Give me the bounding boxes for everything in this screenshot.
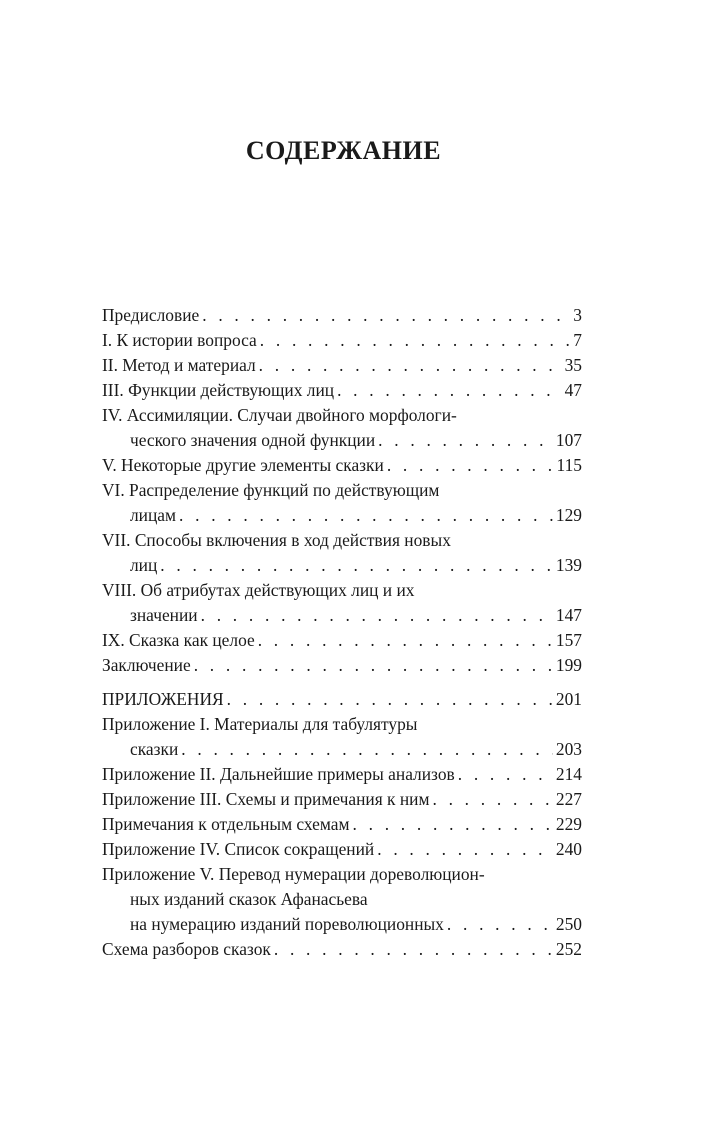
toc-entry-page: 7: [573, 330, 582, 350]
dot-leader: [447, 912, 553, 937]
toc-entry-title: ПРИЛОЖЕНИЯ: [102, 689, 224, 709]
toc-entry-page: 214: [555, 764, 582, 784]
page-title: СОДЕРЖАНИЕ: [245, 136, 442, 165]
dot-leader: [378, 428, 553, 453]
dot-leader: [201, 603, 553, 628]
dot-leader: [458, 762, 553, 787]
toc-entry-title: VII. Способы включения в ход действия новых: [102, 530, 451, 550]
toc-entry-title: Примечания к отдельным схемам: [102, 814, 350, 834]
toc-entry[interactable]: [102, 353, 582, 378]
toc-entry-line[interactable]: [102, 862, 582, 887]
toc-entry-page: 252: [555, 939, 582, 959]
toc-entry-continuation[interactable]: [102, 603, 582, 628]
toc-entry-title: Схема разборов сказок: [102, 939, 271, 959]
toc-entry-title: VI. Распределение функций по действующим: [102, 480, 440, 500]
toc-entry-line[interactable]: [102, 712, 582, 737]
toc-entry[interactable]: [102, 762, 582, 787]
toc-entry-title: ных изданий сказок Афанасьева: [130, 889, 368, 909]
dot-leader: [353, 812, 553, 837]
toc-entry-title: сказки: [130, 739, 179, 759]
dot-leader: [432, 787, 552, 812]
toc-entry[interactable]: [102, 303, 582, 328]
dot-leader: [181, 737, 553, 762]
toc-entry-title: I. К истории вопроса: [102, 330, 257, 350]
toc-entry-page: 227: [555, 789, 582, 809]
toc-entry-page: 201: [555, 689, 582, 709]
table-of-contents: [102, 303, 582, 962]
dot-leader: [227, 687, 553, 712]
dot-leader: [202, 303, 570, 328]
toc-entry-page: 129: [555, 505, 582, 525]
toc-entry-line[interactable]: [102, 403, 582, 428]
toc-entry-continuation[interactable]: [102, 737, 582, 762]
dot-leader: [179, 503, 553, 528]
dot-leader: [337, 378, 562, 403]
dot-leader: [274, 937, 553, 962]
toc-entry[interactable]: [102, 628, 582, 653]
toc-entry-title: VIII. Об атрибутах действующих лиц и их: [102, 580, 415, 600]
toc-entry-page: 199: [555, 655, 582, 675]
toc-entry-title: IX. Сказка как целое: [102, 630, 255, 650]
toc-entry[interactable]: [102, 328, 582, 353]
toc-entry-page: 107: [555, 430, 582, 450]
dot-leader: [258, 628, 553, 653]
toc-entry-continuation[interactable]: [102, 912, 582, 937]
toc-entry-title: ческого значения одной функции: [130, 430, 376, 450]
toc-entry-title: III. Функции действующих лиц: [102, 380, 335, 400]
toc-entry-line[interactable]: [102, 478, 582, 503]
toc-entry-title: значении: [130, 605, 198, 625]
toc-entry-continuation[interactable]: [102, 503, 582, 528]
toc-entry-page: 139: [555, 555, 582, 575]
toc-entry[interactable]: [102, 453, 582, 478]
toc-entry-page: 250: [555, 914, 582, 934]
toc-entry-page: 147: [555, 605, 582, 625]
toc-entry-page: 240: [555, 839, 582, 859]
toc-entry-page: 115: [556, 455, 582, 475]
toc-entry-appendices[interactable]: [102, 687, 582, 712]
toc-entry[interactable]: [102, 378, 582, 403]
toc-entry[interactable]: [102, 837, 582, 862]
toc-entry[interactable]: [102, 787, 582, 812]
toc-entry-page: 203: [555, 739, 582, 759]
toc-entry[interactable]: [102, 812, 582, 837]
toc-entry-line[interactable]: [102, 578, 582, 603]
toc-entry-page: 35: [564, 355, 582, 375]
toc-entry-title: на нумерацию изданий пореволюционных: [130, 914, 444, 934]
dot-leader: [259, 353, 562, 378]
toc-entry-title: лиц: [130, 555, 158, 575]
toc-entry-continuation[interactable]: [102, 553, 582, 578]
toc-entry-title: Предисловие: [102, 305, 200, 325]
dot-leader: [377, 837, 553, 862]
toc-entry-page: 47: [564, 380, 582, 400]
toc-entry-title: Приложение V. Перевод нумерации дореволюцион-: [102, 864, 485, 884]
toc-entry-title: Приложение III. Схемы и примечания к ним: [102, 789, 430, 809]
toc-entry-line[interactable]: [102, 528, 582, 553]
toc-entry-continuation[interactable]: [102, 428, 582, 453]
toc-entry-title: лицам: [130, 505, 177, 525]
toc-entry[interactable]: [102, 937, 582, 962]
dot-leader: [387, 453, 554, 478]
toc-entry[interactable]: [102, 653, 582, 678]
toc-entry-page: 229: [555, 814, 582, 834]
dot-leader: [194, 653, 553, 678]
toc-entry-continuation[interactable]: [102, 887, 582, 912]
toc-entry-title: IV. Ассимиляции. Случаи двойного морфологи-: [102, 405, 457, 425]
toc-entry-title: Заключение: [102, 655, 191, 675]
toc-entry-title: Приложение IV. Список сокращений: [102, 839, 375, 859]
toc-entry-page: 157: [555, 630, 582, 650]
dot-leader: [160, 553, 553, 578]
toc-entry-title: II. Метод и материал: [102, 355, 256, 375]
dot-leader: [260, 328, 571, 353]
toc-entry-title: Приложение II. Дальнейшие примеры анализов: [102, 764, 455, 784]
toc-entry-page: 3: [573, 305, 582, 325]
toc-entry-title: Приложение I. Материалы для табулятуры: [102, 714, 418, 734]
toc-entry-title: V. Некоторые другие элементы сказки: [102, 455, 384, 475]
